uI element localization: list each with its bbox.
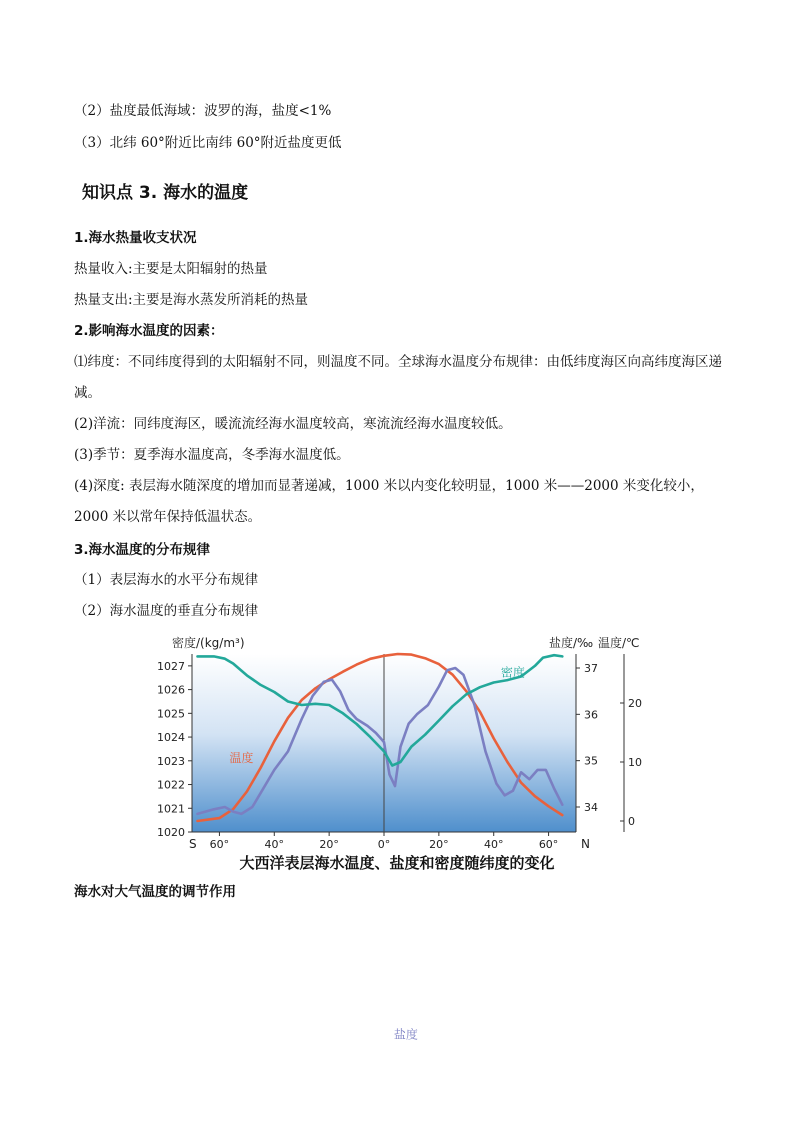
series-label-salinity: 盐度 (393, 1027, 418, 1042)
salinity-lowest-line: （2）盐度最低海域：波罗的海，盐度<1% (74, 103, 332, 119)
factor-current: (2)洋流：同纬度海区，暖流流经海水温度较高，寒流流经海水温度较低。 (74, 416, 512, 432)
density-axis-label: 密度/(kg/m³) (172, 636, 245, 650)
temp-tick-label: 0 (628, 815, 635, 828)
salinity-tick-label: 37 (584, 662, 598, 675)
s1-heading: 1.海水热量收支状况 (74, 230, 197, 246)
section-title: 知识点 3. 海水的温度 (82, 183, 249, 203)
x-tick-label: 0° (377, 838, 391, 851)
density-tick-label: 1022 (157, 778, 185, 792)
x-end-right-label: N (581, 837, 590, 851)
factor-season: (3)季节：夏季海水温度高，冬季海水温度低。 (74, 447, 350, 463)
salinity-tick-label: 35 (584, 754, 598, 768)
footer-heading: 海水对大气温度的调节作用 (74, 884, 236, 900)
density-tick-label: 1027 (157, 659, 185, 673)
factor-depth: (4)深度: 表层海水随深度的增加而显著递减，1000 米以内变化较明显，1000 米——2000 米变化较小，2000 米以常年保持低温状态。 (74, 478, 704, 525)
x-tick-label: 40° (483, 838, 504, 851)
density-tick-label: 1024 (157, 731, 185, 745)
heat-expense: 热量支出:主要是海水蒸发所消耗的热量 (74, 292, 309, 308)
s3-item-horizontal: （1）表层海水的水平分布规律 (74, 572, 259, 588)
series-label-temperature: 温度 (229, 751, 254, 765)
salinity-north-south-line: （3）北纬 60°附近比南纬 60°附近盐度更低 (74, 135, 342, 151)
s3-heading: 3.海水温度的分布规律 (74, 542, 211, 558)
s2-heading: 2.影响海水温度的因素： (74, 323, 224, 339)
heat-income: 热量收入:主要是太阳辐射的热量 (74, 261, 268, 277)
series-label-density: 密度 (500, 665, 525, 680)
salinity-axis-label: 盐度/‰ (549, 636, 594, 650)
s3-item-vertical: （2）海水温度的垂直分布规律 (74, 603, 259, 619)
density-tick-label: 1020 (157, 826, 185, 839)
salinity-tick-label: 36 (584, 708, 598, 722)
salinity-tick-label: 34 (584, 801, 598, 814)
temp-tick-label: 10 (628, 756, 642, 769)
x-tick-label: 20° (319, 838, 339, 851)
density-tick-label: 1026 (157, 683, 185, 697)
density-tick-label: 1021 (157, 802, 185, 816)
x-tick-label: 40° (264, 838, 285, 851)
x-tick-label: 60° (209, 838, 230, 851)
density-tick-label: 1025 (157, 707, 185, 721)
x-tick-label: 20° (429, 838, 449, 851)
temp-tick-label: 20 (628, 697, 642, 710)
density-tick-label: 1023 (157, 754, 185, 768)
temp-axis-label: 温度/℃ (598, 636, 640, 650)
factor-latitude: ⑴纬度：不同纬度得到的太阳辐射不同，则温度不同。全球海水温度分布规律：由低纬度海区向高纬度海区递减。 (74, 354, 722, 401)
x-end-left-label: S (189, 837, 197, 851)
x-tick-label: 60° (538, 838, 559, 851)
chart-title: 大西洋表层海水温度、盐度和密度随纬度的变化 (239, 854, 555, 872)
